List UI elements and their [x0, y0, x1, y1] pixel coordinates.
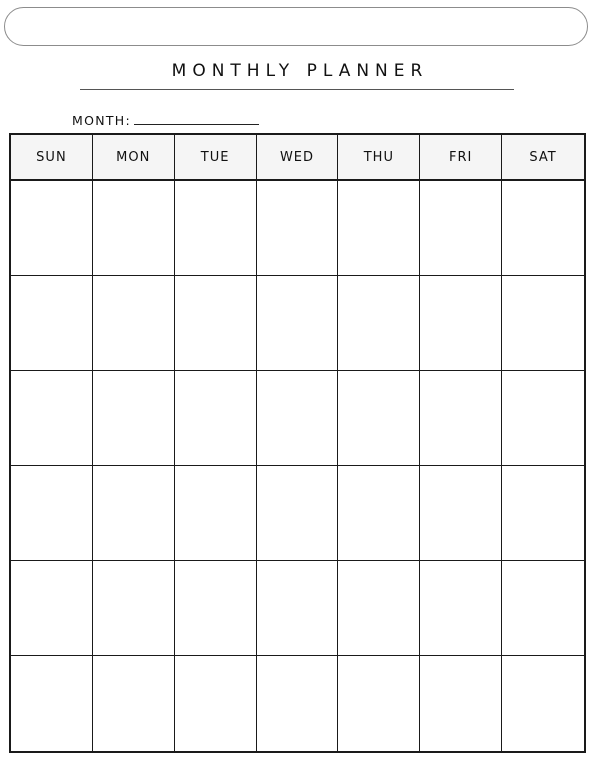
- weekday-header-fri: FRI: [420, 135, 502, 181]
- calendar-day-cell[interactable]: [93, 371, 175, 466]
- calendar-day-cell[interactable]: [93, 181, 175, 276]
- weekday-header-mon: MON: [93, 135, 175, 181]
- calendar-day-cell[interactable]: [338, 276, 420, 371]
- calendar-day-cell[interactable]: [175, 371, 257, 466]
- month-field-row: [72, 110, 259, 128]
- calendar-day-cell[interactable]: [93, 561, 175, 656]
- calendar-day-cell[interactable]: [420, 656, 502, 751]
- calendar-day-cell[interactable]: [11, 466, 93, 561]
- calendar-day-cell[interactable]: [502, 371, 584, 466]
- calendar-day-cell[interactable]: [420, 561, 502, 656]
- calendar-day-cell[interactable]: [175, 561, 257, 656]
- calendar-day-cell[interactable]: [420, 276, 502, 371]
- calendar-day-cell[interactable]: [338, 656, 420, 751]
- calendar-day-cell[interactable]: [175, 656, 257, 751]
- calendar-day-cell[interactable]: [502, 561, 584, 656]
- calendar-day-cell[interactable]: [338, 181, 420, 276]
- calendar-day-cell[interactable]: [420, 466, 502, 561]
- calendar-day-cell[interactable]: [420, 181, 502, 276]
- calendar-day-cell[interactable]: [257, 276, 339, 371]
- calendar-day-cell[interactable]: [502, 276, 584, 371]
- calendar-day-cell[interactable]: [175, 181, 257, 276]
- weekday-header-sun: SUN: [11, 135, 93, 181]
- calendar-day-cell[interactable]: [257, 561, 339, 656]
- weekday-header-thu: THU: [338, 135, 420, 181]
- calendar-day-cell[interactable]: [420, 371, 502, 466]
- calendar-day-cell[interactable]: [502, 181, 584, 276]
- calendar-day-cell[interactable]: [338, 371, 420, 466]
- weekday-header-sat: SAT: [502, 135, 584, 181]
- calendar-day-cell[interactable]: [175, 466, 257, 561]
- calendar-day-cell[interactable]: [11, 656, 93, 751]
- calendar-day-cell[interactable]: [338, 466, 420, 561]
- calendar-day-cell[interactable]: [93, 466, 175, 561]
- title-underline: [80, 89, 514, 90]
- month-input-line[interactable]: [134, 124, 259, 125]
- calendar-day-cell[interactable]: [175, 276, 257, 371]
- weekday-header-wed: WED: [257, 135, 339, 181]
- page-title: MONTHLY PLANNER: [171, 61, 429, 81]
- calendar-day-cell[interactable]: [338, 561, 420, 656]
- month-label: MONTH:: [72, 113, 132, 128]
- calendar-day-cell[interactable]: [257, 466, 339, 561]
- calendar-day-cell[interactable]: [257, 371, 339, 466]
- calendar-day-cell[interactable]: [502, 466, 584, 561]
- calendar-day-cell[interactable]: [11, 276, 93, 371]
- weekday-header-tue: TUE: [175, 135, 257, 181]
- calendar-day-cell[interactable]: [257, 181, 339, 276]
- calendar-grid: [9, 133, 586, 753]
- calendar-day-cell[interactable]: [11, 181, 93, 276]
- calendar-day-cell[interactable]: [11, 561, 93, 656]
- calendar-day-cell[interactable]: [11, 371, 93, 466]
- calendar-day-cell[interactable]: [93, 656, 175, 751]
- calendar-day-cell[interactable]: [93, 276, 175, 371]
- top-search-bar[interactable]: [4, 7, 588, 46]
- calendar-day-cell[interactable]: [502, 656, 584, 751]
- calendar-day-cell[interactable]: [257, 656, 339, 751]
